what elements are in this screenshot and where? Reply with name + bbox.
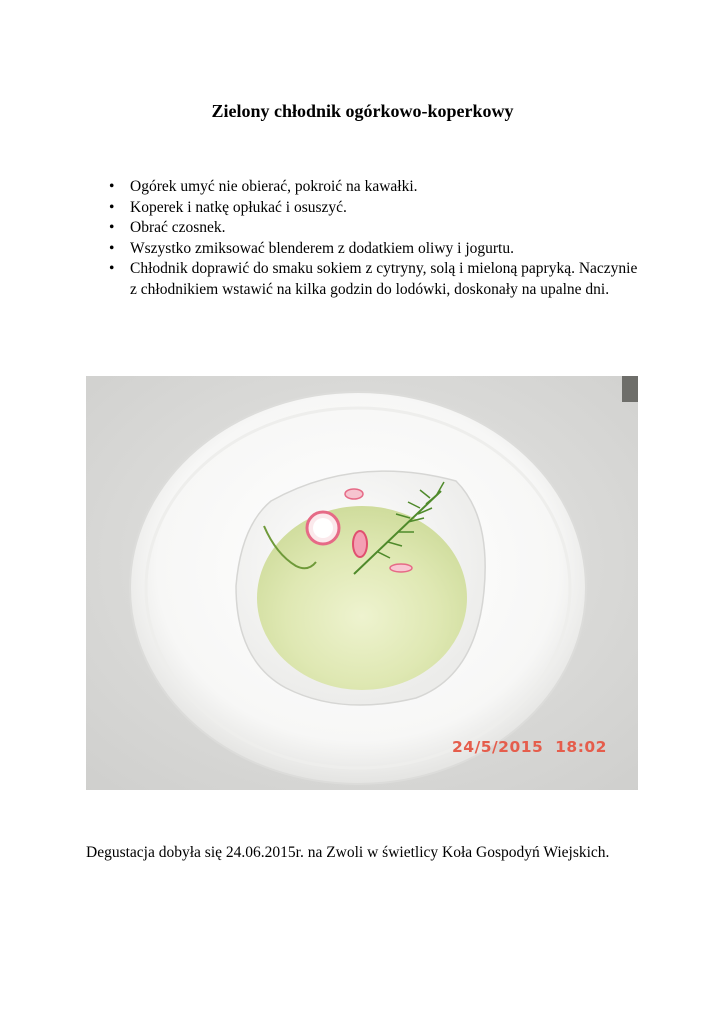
recipe-step-text: Chłodnik doprawić do smaku sokiem z cytryny, solą i mieloną papryką. Naczynie z chłodnikiem wstawić na kilka godzin do lodówki, doskonały na upalne dni. [130,260,638,298]
recipe-step-text: Wszystko zmiksować blenderem z dodatkiem oliwy i jogurtu. [130,239,514,257]
date-stamp [452,738,607,756]
recipe-step [107,198,647,219]
photo-illustration [86,376,638,790]
recipe-step [107,239,647,260]
radish-slice [353,531,367,557]
recipe-step [107,218,647,239]
date-stamp-time: 18:02 [555,738,607,756]
corner-object [622,376,638,402]
radish-slice [390,564,412,572]
recipe-step-text: Obrać czosnek. [130,219,226,237]
bullet-icon: • [109,260,115,278]
bullet-icon: • [109,198,115,216]
recipe-step-text: Ogórek umyć nie obierać, pokroić na kawałki. [130,178,418,195]
recipe-steps [107,177,647,301]
radish-slice-center [313,518,333,538]
recipe-title: Zielony chłodnik ogórkowo-koperkowy [211,101,514,122]
recipe-step-text: Koperek i natkę opłukać i osuszyć. [130,198,347,216]
bullet-icon: • [109,239,115,257]
soup-bowl-photo [86,376,638,790]
recipe-step [107,259,647,300]
date-stamp-date: 24/5/2015 [452,738,544,756]
bullet-icon: • [109,219,115,237]
radish-slice [345,489,363,499]
bullet-icon: • [109,178,115,195]
recipe-step [107,177,647,198]
tasting-note: Degustacja dobyła się 24.06.2015r. na Zwoli w świetlicy Koła Gospodyń Wiejskich. [86,843,610,861]
